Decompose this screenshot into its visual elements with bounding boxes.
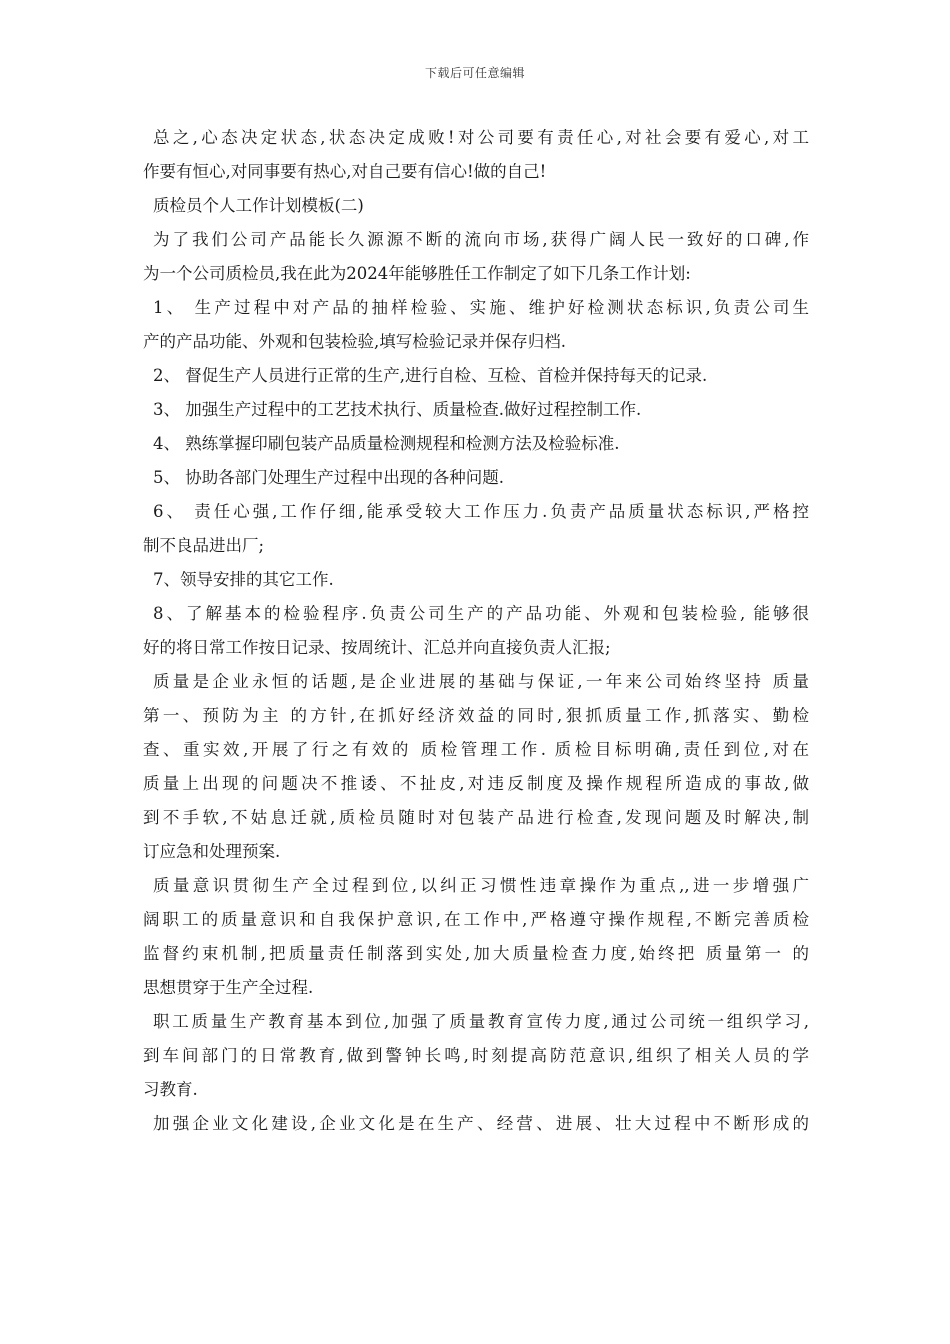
text-line: 制不良品进出厂; bbox=[143, 536, 265, 555]
list-item: 1、 生产过程中对产品的抽样检验、实施、维护好检测状态标识,负责公司生 bbox=[153, 298, 809, 317]
text-line: 为了我们公司产品能长久源源不断的流向市场,获得广阔人民一致好的口碑,作 bbox=[153, 230, 809, 249]
text-line: 到车间部门的日常教育,做到警钟长鸣,时刻提高防范意识,组织了相关人员的学 bbox=[143, 1046, 809, 1065]
list-item: 7、领导安排的其它工作. bbox=[153, 570, 334, 589]
text-line: 查、重实效,开展了行之有效的 质检管理工作. 质检目标明确,责任到位,对在 bbox=[143, 740, 809, 759]
text-line: 监督约束机制,把质量责任制落到实处,加大质量检查力度,始终把 质量第一 的 bbox=[143, 944, 809, 963]
text-line: 到不手软,不姑息迁就,质检员随时对包装产品进行检查,发现问题及时解决,制 bbox=[143, 808, 809, 827]
text-line: 习教育. bbox=[143, 1080, 198, 1099]
text-line: 第一、预防为主 的方针,在抓好经济效益的同时,狠抓质量工作,抓落实、勤检 bbox=[143, 706, 809, 725]
text-line: 加强企业文化建设,企业文化是在生产、经营、进展、壮大过程中不断形成的 bbox=[153, 1114, 809, 1133]
section-title: 质检员个人工作计划模板(二) bbox=[153, 196, 364, 215]
list-item: 5、 协助各部门处理生产过程中出现的各种问题. bbox=[153, 468, 504, 487]
text-line: 思想贯穿于生产全过程. bbox=[143, 978, 314, 997]
text-line: 质量意识贯彻生产全过程到位,以纠正习惯性违章操作为重点,,进一步增强广 bbox=[153, 876, 809, 895]
text-line: 订应急和处理预案. bbox=[143, 842, 281, 861]
text-line: 为一个公司质检员,我在此为2024年能够胜任工作制定了如下几条工作计划: bbox=[143, 264, 691, 283]
text-line: 质量上出现的问题决不推诿、不扯皮,对违反制度及操作规程所造成的事故,做 bbox=[143, 774, 809, 793]
list-item: 8、了解基本的检验程序.负责公司生产的产品功能、外观和包装检验, 能够很 bbox=[153, 604, 809, 623]
text-line: 作要有恒心,对同事要有热心,对自己要有信心!做的自己! bbox=[143, 162, 547, 181]
list-item: 4、 熟练掌握印刷包装产品质量检测规程和检测方法及检验标准. bbox=[153, 434, 620, 453]
text-line: 总之,心态决定状态,状态决定成败!对公司要有责任心,对社会要有爱心,对工 bbox=[153, 128, 809, 147]
list-item: 3、 加强生产过程中的工艺技术执行、质量检查.做好过程控制工作. bbox=[153, 400, 642, 419]
list-item: 2、 督促生产人员进行正常的生产,进行自检、互检、首检并保持每天的记录. bbox=[153, 366, 708, 385]
text-line: 职工质量生产教育基本到位,加强了质量教育宣传力度,通过公司统一组织学习, bbox=[153, 1012, 809, 1031]
text-line: 阔职工的质量意识和自我保护意识,在工作中,严格遵守操作规程,不断完善质检 bbox=[143, 910, 809, 929]
text-line: 好的将日常工作按日记录、按周统计、汇总并向直接负责人汇报; bbox=[143, 638, 611, 657]
text-line: 产的产品功能、外观和包装检验,填写检验记录并保存归档. bbox=[143, 332, 566, 351]
list-item: 6、 责任心强,工作仔细,能承受较大工作压力.负责产品质量状态标识,严格控 bbox=[153, 502, 809, 521]
document-body bbox=[143, 121, 809, 1141]
page-header: 下载后可任意编辑 bbox=[424, 66, 525, 80]
text-line: 质量是企业永恒的话题,是企业进展的基础与保证,一年来公司始终坚持 质量 bbox=[153, 672, 809, 691]
